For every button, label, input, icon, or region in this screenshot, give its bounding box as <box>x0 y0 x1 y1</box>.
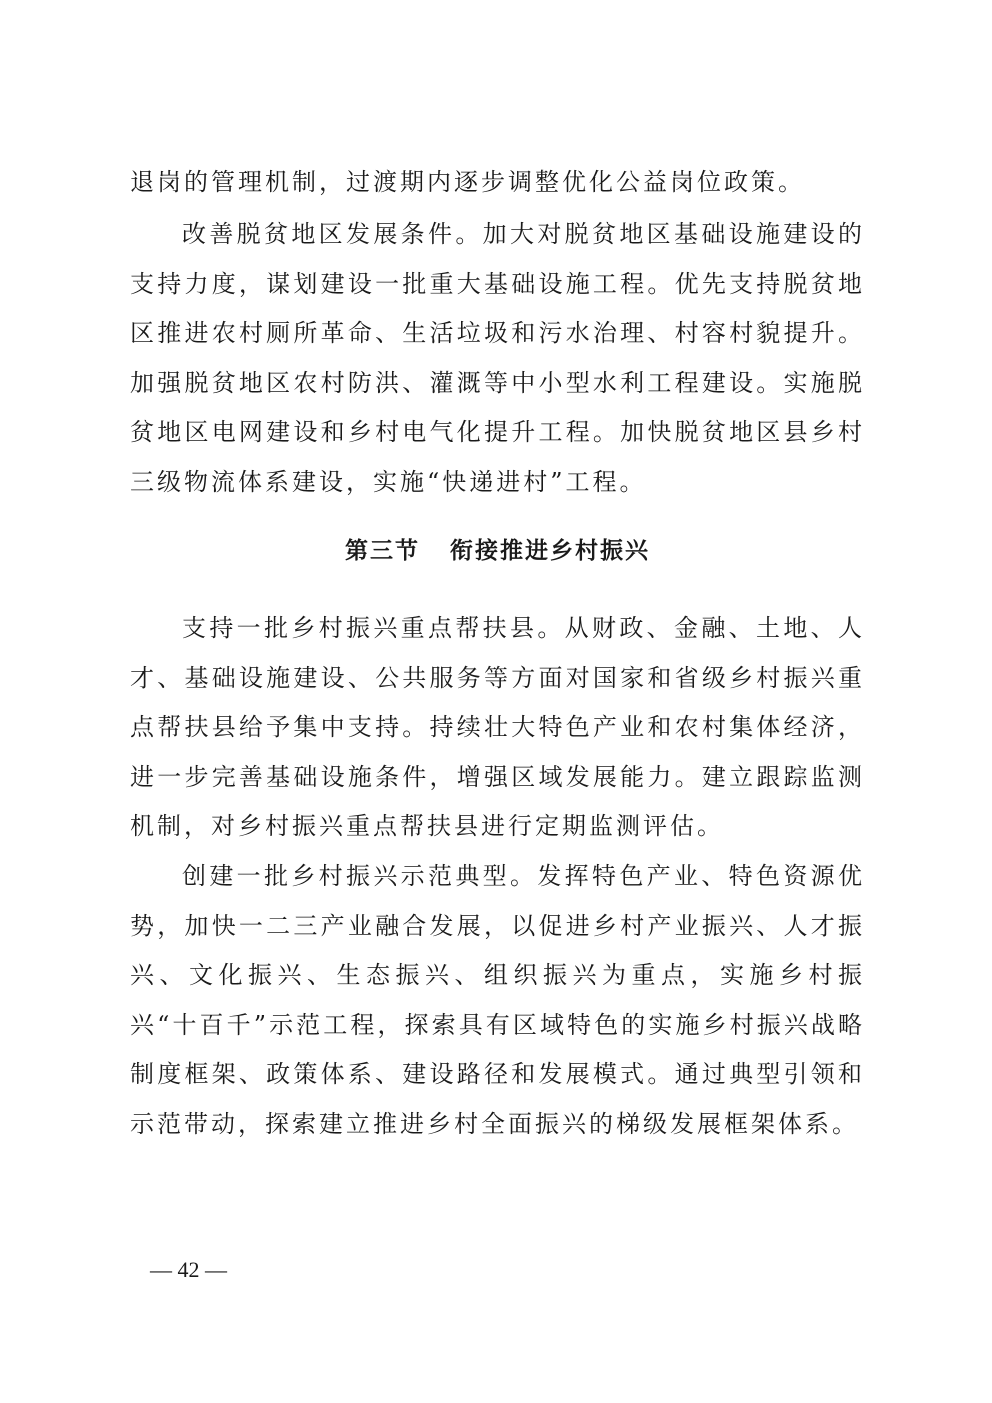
paragraph-demonstration-models: 创建一批乡村振兴示范典型。发挥特色产业、特色资源优势，加快一二三产业融合发展，以促进乡村产业振兴、人才振兴、文化振兴、生态振兴、组织振兴为重点，实施乡村振兴“十百千”示范工程，探索具有区域特色的实施乡村振兴战略制度框架、政策体系、建设路径和发展模式。通过典型引领和示范带动，探索建立推进乡村全面振兴的梯级发展框架体系。 <box>130 862 865 1138</box>
page-number: — 42 — <box>150 1257 227 1282</box>
section-heading <box>130 531 865 571</box>
paragraph-continuation: 退岗的管理机制，过渡期内逐步调整优化公益岗位政策。 <box>130 168 805 196</box>
section-title: 衔接推进乡村振兴 <box>450 538 650 564</box>
section-number: 第三节 <box>345 538 420 564</box>
paragraph-key-support-counties: 支持一批乡村振兴重点帮扶县。从财政、金融、土地、人才、基础设施建设、公共服务等方面对国家和省级乡村振兴重点帮扶县给予集中支持。持续壮大特色产业和农村集体经济，进一步完善基础设施条件，增强区域发展能力。建立跟踪监测机制，对乡村振兴重点帮扶县进行定期监测评估。 <box>130 614 865 840</box>
paragraph-development-conditions: 改善脱贫地区发展条件。加大对脱贫地区基础设施建设的支持力度，谋划建设一批重大基础设施工程。优先支持脱贫地区推进农村厕所革命、生活垃圾和污水治理、村容村貌提升。加强脱贫地区农村防洪、灌溉等中小型水利工程建设。实施脱贫地区电网建设和乡村电气化提升工程。加快脱贫地区县乡村三级物流体系建设，实施“快递进村”工程。 <box>130 220 865 496</box>
